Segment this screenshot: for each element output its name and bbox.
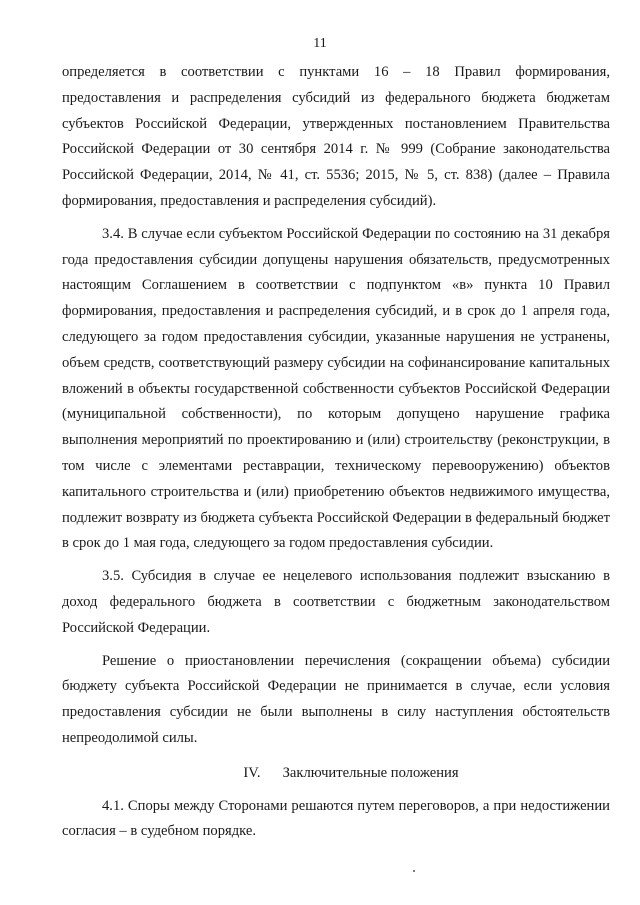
- paragraph-4-1: 4.1. Споры между Сторонами решаются путем переговоров, а при недостижении согласия – в судебном порядке.: [62, 797, 610, 840]
- section-title: Заключительные положения: [282, 764, 459, 781]
- section-heading: [62, 761, 610, 787]
- document-body: [62, 60, 610, 845]
- scan-speck: [413, 870, 415, 872]
- paragraph-continuation: определяется в соответствии с пунктами 16 – 18 Правил формирования, предоставления и распределения субсидий из федерального бюджета бюджетам субъектов Российской Федерации, утвержденных постановлением Правительства Российской Федерации от 30 сентября 2014 г. № 999 (Собрание законодательства Российской Федерации, 2014, № 41, ст. 5536; 2015, № 5, ст. 838) (далее – Правила формирования, предоставления и распределения субсидий).: [62, 64, 610, 209]
- section-number: IV.: [243, 764, 261, 781]
- paragraph-force-majeure: Решение о приостановлении перечисления (сокращении объема) субсидии бюджету субъекта Российской Федерации не принимается в случае, если условия предоставления субсидии не были выполнены в силу наступления обстоятельств непреодолимой силы.: [62, 652, 610, 746]
- paragraph-3-4: 3.4. В случае если субъектом Российской Федерации по состоянию на 31 декабря года предоставления субсидии допущены нарушения обязательств, предусмотренных настоящим Соглашением в соответствии с подпунктом «в» пункта 10 Правил формирования, предоставления и распределения субсидий, и в срок до 1 апреля года, следующего за годом предоставления субсидии, указанные нарушения не устранены, объем средств, соответствующий размеру субсидии на софинансирование капитальных вложений в объекты государственной собственности субъектов Российской Федерации (муниципальной собственности), по которым допущено нарушение графика выполнения мероприятий по проектированию и (или) строительству (реконструкции, в том числе с элементами реставрации, техническому перевооружению) объектов капитального строительства и (или) приобретению объектов недвижимого имущества, подлежит возврату из бюджета субъекта Российской Федерации в федеральный бюджет в срок до 1 мая года, следующего за годом предоставления субсидии.: [62, 225, 610, 552]
- paragraph-3-5: 3.5. Субсидия в случае ее нецелевого использования подлежит взысканию в доход федерального бюджета в соответствии с бюджетным законодательством Российской Федерации.: [62, 568, 610, 636]
- page-number: 11: [313, 36, 327, 51]
